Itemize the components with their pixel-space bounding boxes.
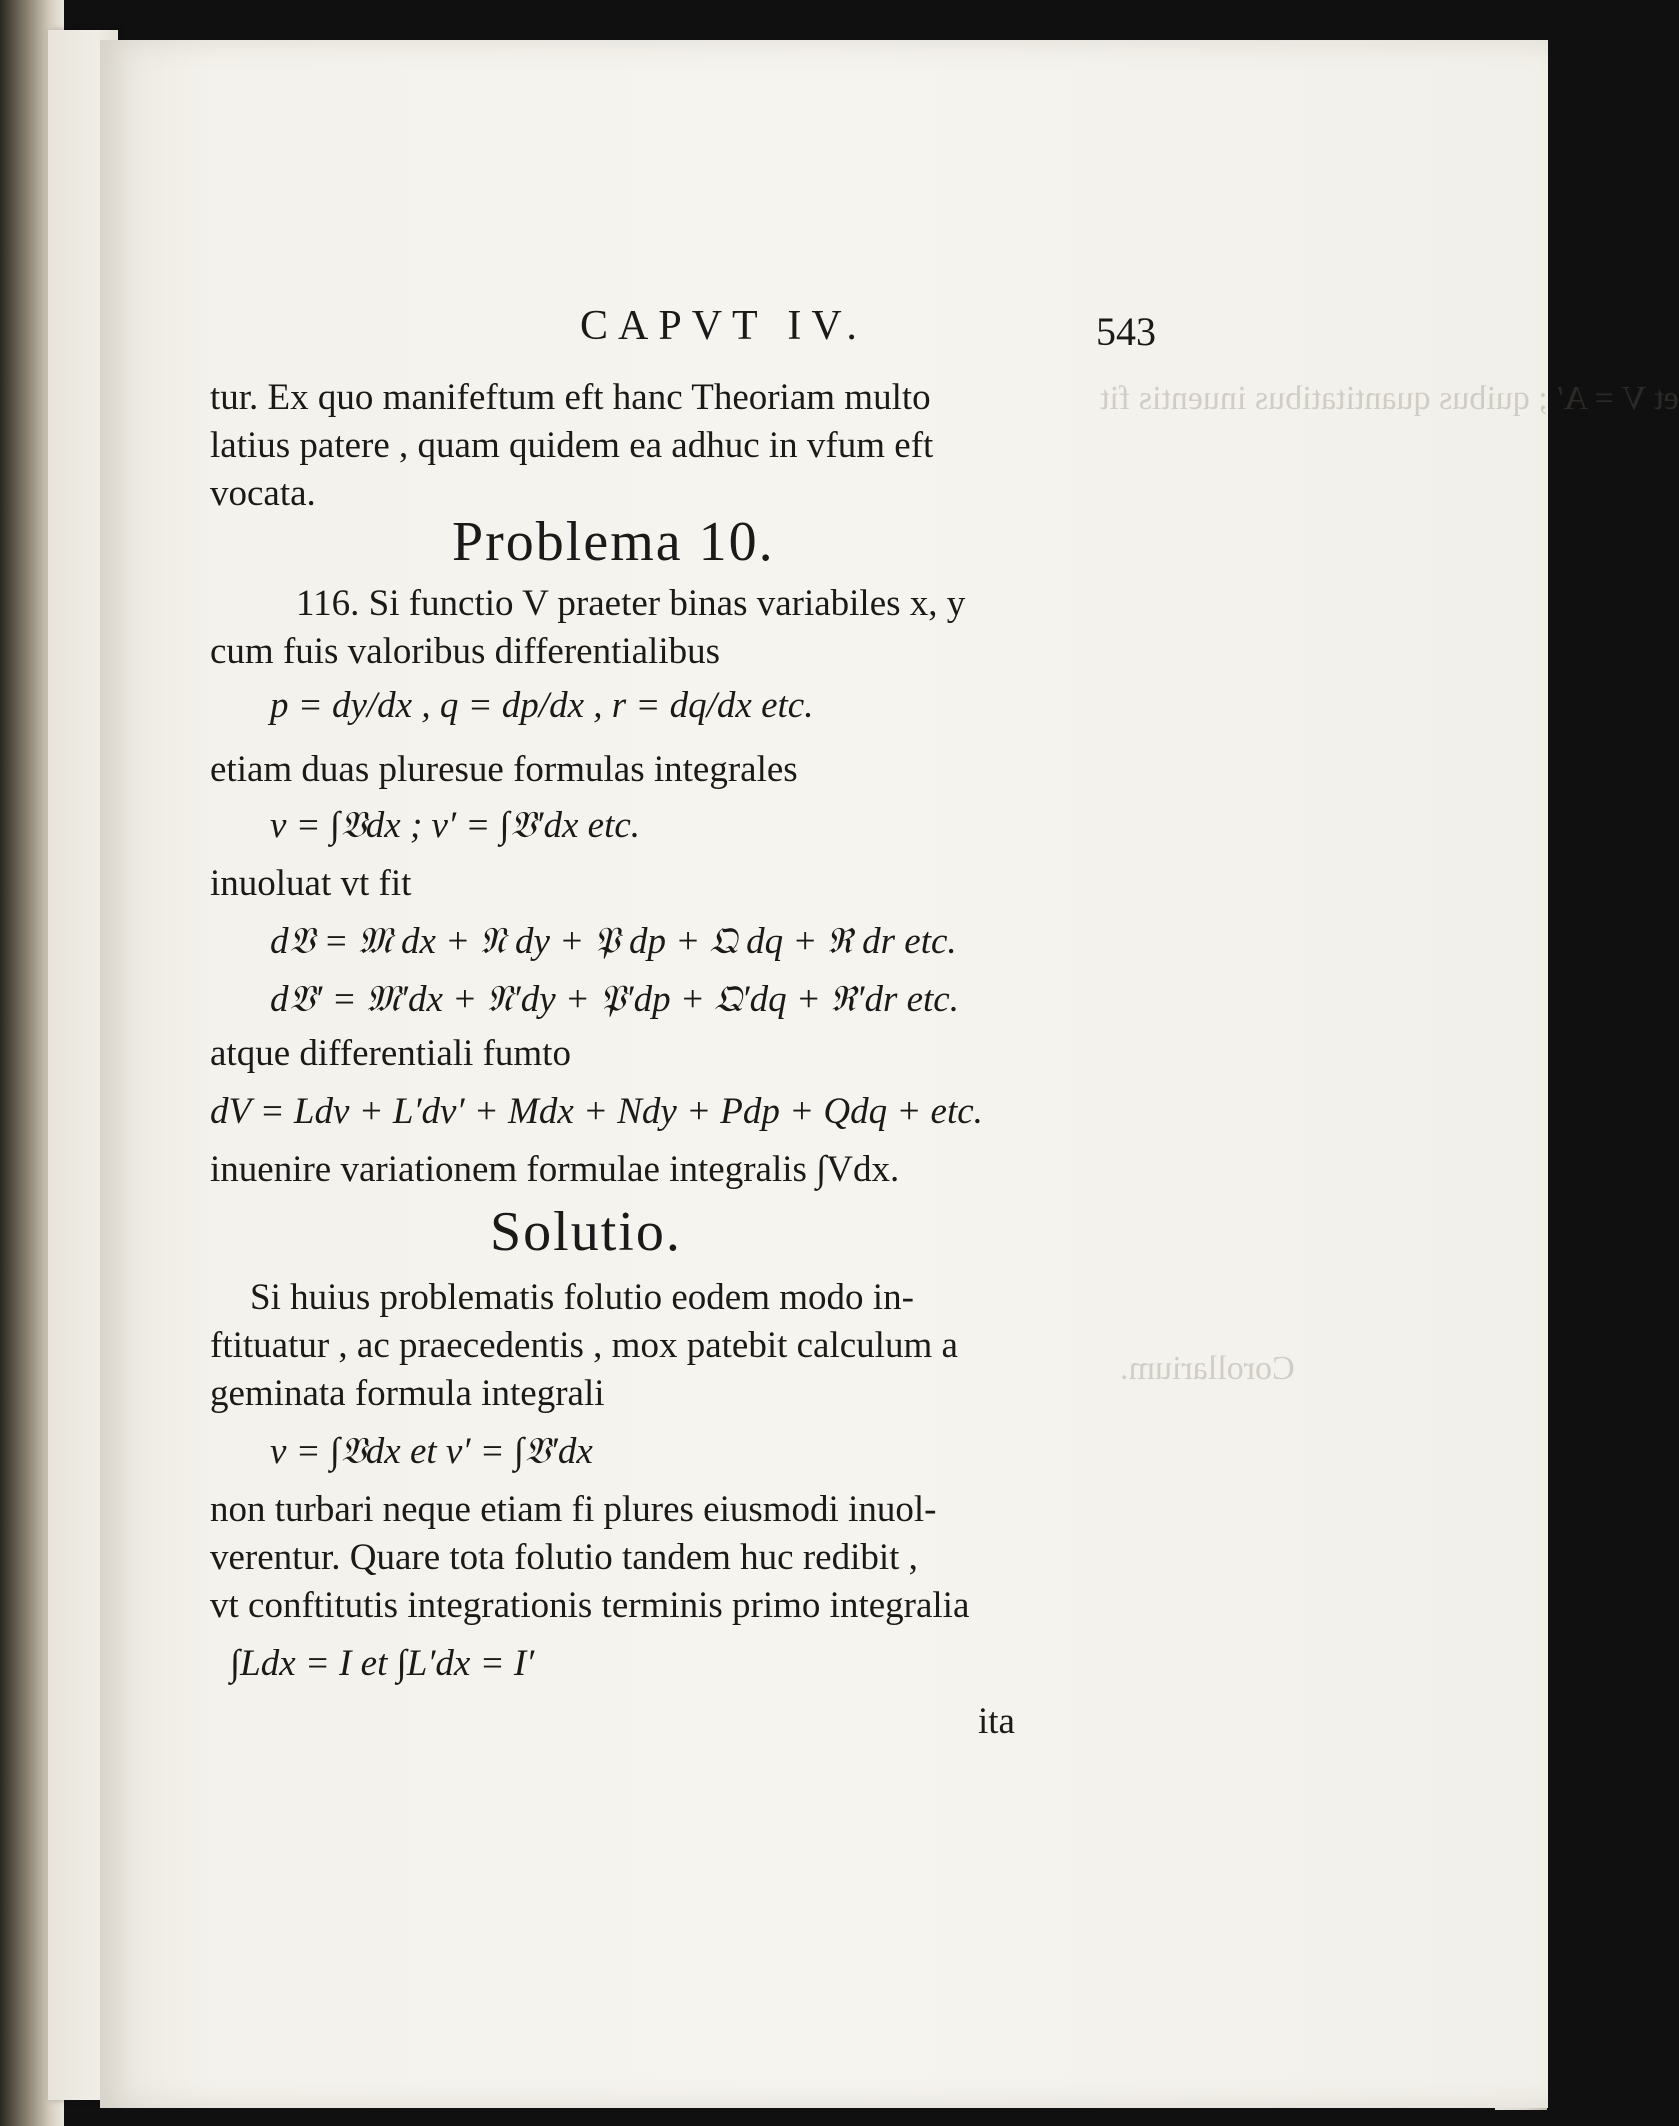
solution-heading: Solutio.	[490, 1201, 682, 1263]
text-line: tur. Ex quo manifeftum eft hanc Theoriam multo	[210, 377, 931, 418]
text-line: verentur. Quare tota folutio tandem huc redibit ,	[210, 1537, 918, 1578]
text-line: non turbari neque etiam fi plures eiusmodi inuol-	[210, 1489, 937, 1530]
text-line: cum fuis valoribus differentialibus	[210, 631, 721, 672]
text-line: 116. Si functio V praeter binas variabiles x, y	[296, 583, 966, 624]
formula-v2: v = ∫𝔙dx et v′ = ∫𝔙′dx	[270, 1431, 593, 1472]
text-line: ftituatur , ac praecedentis , mox patebit calculum a	[210, 1325, 958, 1366]
text-line: vocata.	[210, 473, 316, 514]
text-line: atque differentiali fumto	[210, 1033, 571, 1074]
book-page	[100, 40, 1679, 2108]
text-line: inuoluat vt fit	[210, 863, 412, 904]
formula-dV1: d𝔙 = 𝔐 dx + 𝔑 dy + 𝔓 dp + 𝔔 dq + ℜ dr etc.	[270, 921, 957, 962]
formula-dV2: d𝔙′ = 𝔐′dx + 𝔑′dy + 𝔓′dp + 𝔔′dq + ℜ′dr etc.	[270, 979, 959, 1020]
text-line: latius patere , quam quidem ea adhuc in vfum eft	[210, 425, 934, 466]
text-line: inuenire variationem formulae integralis ∫Vdx.	[210, 1149, 900, 1190]
formula-dV3: dV = Ldv + L′dv′ + Mdx + Ndy + Pdp + Qdq + etc.	[210, 1091, 983, 1132]
problem-heading: Problema 10.	[452, 511, 775, 573]
formula-L: ∫Ldx = I et ∫L′dx = I′	[230, 1643, 535, 1684]
text-line: etiam duas pluresue formulas integrales	[210, 749, 798, 790]
formula-pqr: p = dy/dx , q = dp/dx , r = dq/dx etc.	[270, 685, 814, 726]
page-number: 543	[1096, 309, 1156, 354]
running-head: CAPVT IV.	[580, 303, 867, 349]
formula-v: v = ∫𝔙dx ; v′ = ∫𝔙′dx etc.	[270, 805, 641, 846]
show-through-text: Corollarium.	[1120, 1350, 1295, 1387]
show-through-text: et V = A′ ; quibus quantitatibus inuentis fit	[1100, 380, 1679, 417]
text-line: geminata formula integrali	[210, 1373, 605, 1414]
text-line: vt conftitutis integrationis terminis primo integralia	[210, 1585, 970, 1626]
catchword: ita	[978, 1701, 1015, 1742]
text-line: Si huius problematis folutio eodem modo in-	[250, 1277, 914, 1318]
